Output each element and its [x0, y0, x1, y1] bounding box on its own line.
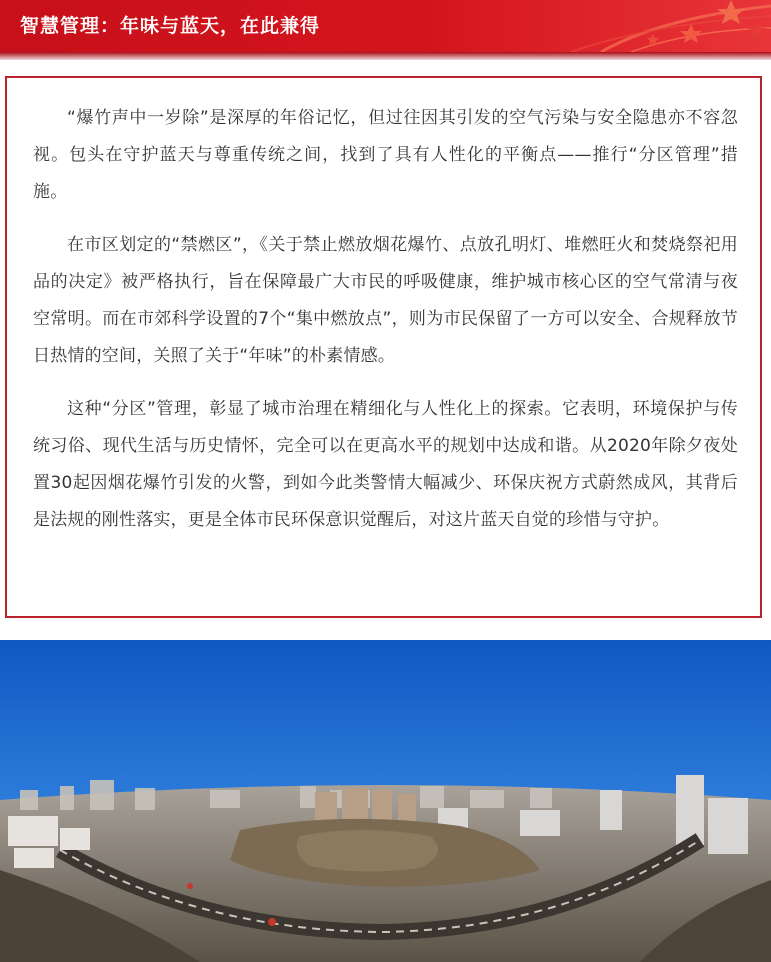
section-banner: [0, 0, 771, 60]
section-title: 智慧管理：年味与蓝天，在此兼得: [20, 15, 321, 37]
city-panorama-photo: [0, 640, 771, 962]
article-box: [5, 76, 762, 618]
banner-shadow: [0, 52, 771, 60]
paragraph: 这种“分区”管理，彰显了城市治理在精细化与人性化上的探索。它表明，环境保护与传统习俗、现代生活与历史情怀，完全可以在更高水平的规划中达成和谐。从2020年除夕夜处置30起因烟花爆竹引发的火警，到如今此类警情大幅减少、环保庆祝方式蔚然成风，其背后是法规的刚性落实，更是全体市民环保意识觉醒后，对这片蓝天自觉的珍惜与守护。: [33, 399, 738, 530]
paragraph: 在市区划定的“禁燃区”，《关于禁止燃放烟花爆竹、点放孔明灯、堆燃旺火和焚烧祭祀用品的决定》被严格执行，旨在保障最广大市民的呼吸健康，维护城市核心区的空气常清与夜空常明。而在市郊科学设置的7个“集中燃放点”，则为市民保留了一方可以安全、合规释放节日热情的空间，关照了关于“年味”的朴素情感。: [33, 235, 738, 366]
star-icon: [541, 0, 771, 52]
paragraph: “爆竹声中一岁除”是深厚的年俗记忆，但过往因其引发的空气污染与安全隐患亦不容忽视。包头在守护蓝天与尊重传统之间，找到了具有人性化的平衡点——推行“分区管理”措施。: [33, 108, 738, 202]
